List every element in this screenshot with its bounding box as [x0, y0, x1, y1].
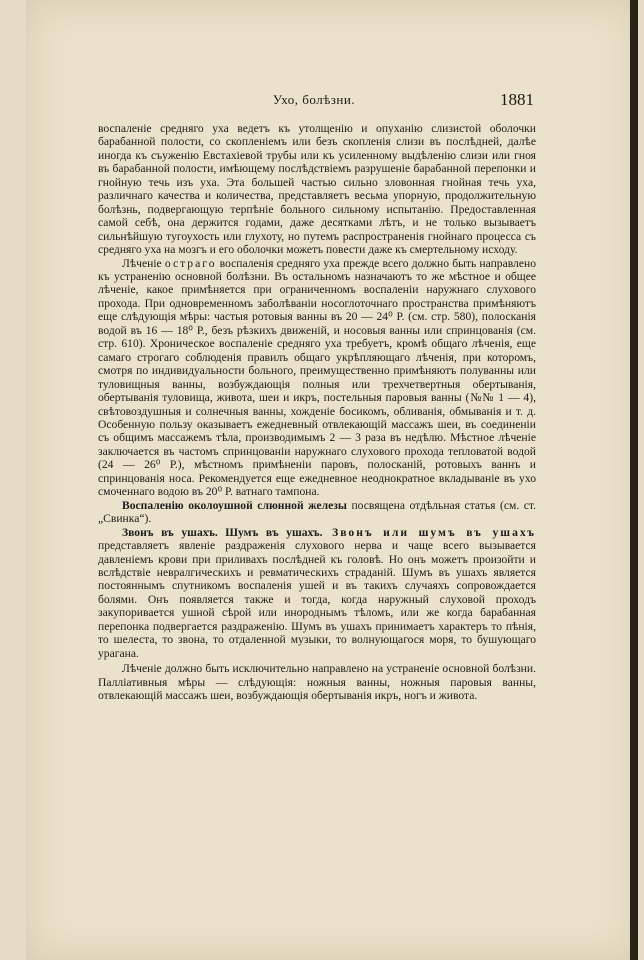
bold-term: Воспаленію околоушной слюнной железы [122, 498, 347, 512]
page-gutter [630, 0, 638, 960]
running-header [94, 92, 534, 110]
spaced-word: остраго [164, 256, 217, 270]
body-text [98, 122, 536, 702]
page-number: 1881 [500, 90, 534, 109]
running-title: Ухо, болѣзни. [272, 92, 356, 107]
paragraph: Звонъ въ ушахъ. Шумъ въ ушахъ. Звонъ или шумъ въ ушахъ представляетъ явленіе раздраженія слухового нерва и чаще всего вызывается давленіемъ крови при приливахъ послѣдней къ головѣ. Но онъ можетъ произойти и вслѣдствіе невралгическихъ и ревматическихъ страданій. Шумъ въ ушахъ является постояннымъ спутникомъ воспаленія ушей и въ такихъ случаяхъ сопровождается болями. Онъ появляется также и тогда, когда наружный слуховой проходъ закупоривается ушной сѣрой или инороднымъ тѣломъ, или же когда барабанная перепонка подвергается раздраженію. Шумъ въ ушахъ принимаетъ характеръ то пѣнія, то шелеста, то звона, то отдаленной музыки, то волнующагося моря, то бушующаго урагана. [98, 525, 536, 660]
paragraph: Воспаленію околоушной слюнной железы посвящена отдѣльная статья (см. ст. „Свинка“). [98, 498, 536, 526]
paragraph: воспаленіе средняго уха ведетъ къ утолщенію и опуханію слизистой оболочки барабанной полости, со скопленіемъ или безъ скопленія слизи въ послѣдней, далѣе иногда къ съуженію Евстахіевой трубы или къ усиленному выдѣленію слизи или гноя въ барабанной полости, имѣющему послѣдствіемъ разрушеніе барабанной перепонки и гнойную течь изъ уха. Эта большей частью сильно зловонная гнойная течь уха, различнаго качества и количества, представляетъ весьма упорную, продолжительную болѣзнь, подвергающую терпѣніе больного сильному испытанію. Предоставленная самой себѣ, она держится годами, даже десятками лѣтъ, и не только вызываетъ сильнѣйшую тугоухость или глухоту, но путемъ распространенія гнойнаго процесса съ средняго уха на мозгъ и его оболочки можетъ повести даже къ смертельному исходу. [98, 122, 536, 257]
section-heading: Звонъ въ ушахъ. Шумъ въ ушахъ. [122, 525, 323, 539]
paragraph: Лѣченіе должно быть исключительно направлено на устраненіе основной болѣзни. Паллiативныя мѣры — слѣдующія: ножныя ванны, ножныя паровыя ванны, отвлекающій массажъ шеи, возбуждающія обертыванія икръ, ногъ и живота. [98, 662, 536, 703]
spaced-term: Звонъ или шумъ въ ушахъ [322, 525, 536, 539]
paragraph: Лѣченіе остраго воспаленія средняго уха прежде всего должно быть направлено къ устраненію основной болѣзни. Въ остальномъ назначаютъ то же мѣстное и общее лѣченіе, какое примѣняется при ограниченномъ воспаленіи наружнаго слухового прохода. При одновременномъ заболѣваніи носоглоточнаго пространства примѣняютъ еще слѣдующія мѣры: частыя ротовыя ванны въ 20 — 24⁰ Р. (см. стр. 580), полосканія водой въ 16 — 18⁰ Р., безъ рѣзкихъ движеній, и носовыя ванны или спринцованія (см. стр. 610). Хроническое воспаленіе средняго уха требуетъ, кромѣ общаго лѣченія, еще самаго строгаго соблюденія правилъ общаго укрѣпляющаго лѣченія, при которомъ, смотря по индивидуальности больного, преимущественно примѣняютъ полуванны или туловищныя ванны, возбуждающія полныя или трехчетвертныя обертыванія, обертыванія туловища, живота, шеи и икръ, постельныя паровыя ванны (№№ 1 — 4), свѣтовоздушныя и солнечныя ванны, хожденіе босикомъ, обливанія, обмыванія и т. д. Особенную пользу оказываетъ ежедневный отвлекающій массажъ шеи, въ соединеніи съ общимъ массажемъ тѣла, производимымъ 2 — 3 раза въ недѣлю. Мѣстное лѣченіе заключается въ частомъ спринцованіи наружнаго слухового прохода тепловатой водой (24 — 26⁰ Р.), мѣстномъ примѣненіи паровъ, полосканій, ротовыхъ ваннъ и спринцованія носа. Рекомендуется еще ежедневное неоднократное вкладываніе въ ухо смоченнаго водою въ 20⁰ Р. ватнаго тампона. [98, 256, 536, 499]
